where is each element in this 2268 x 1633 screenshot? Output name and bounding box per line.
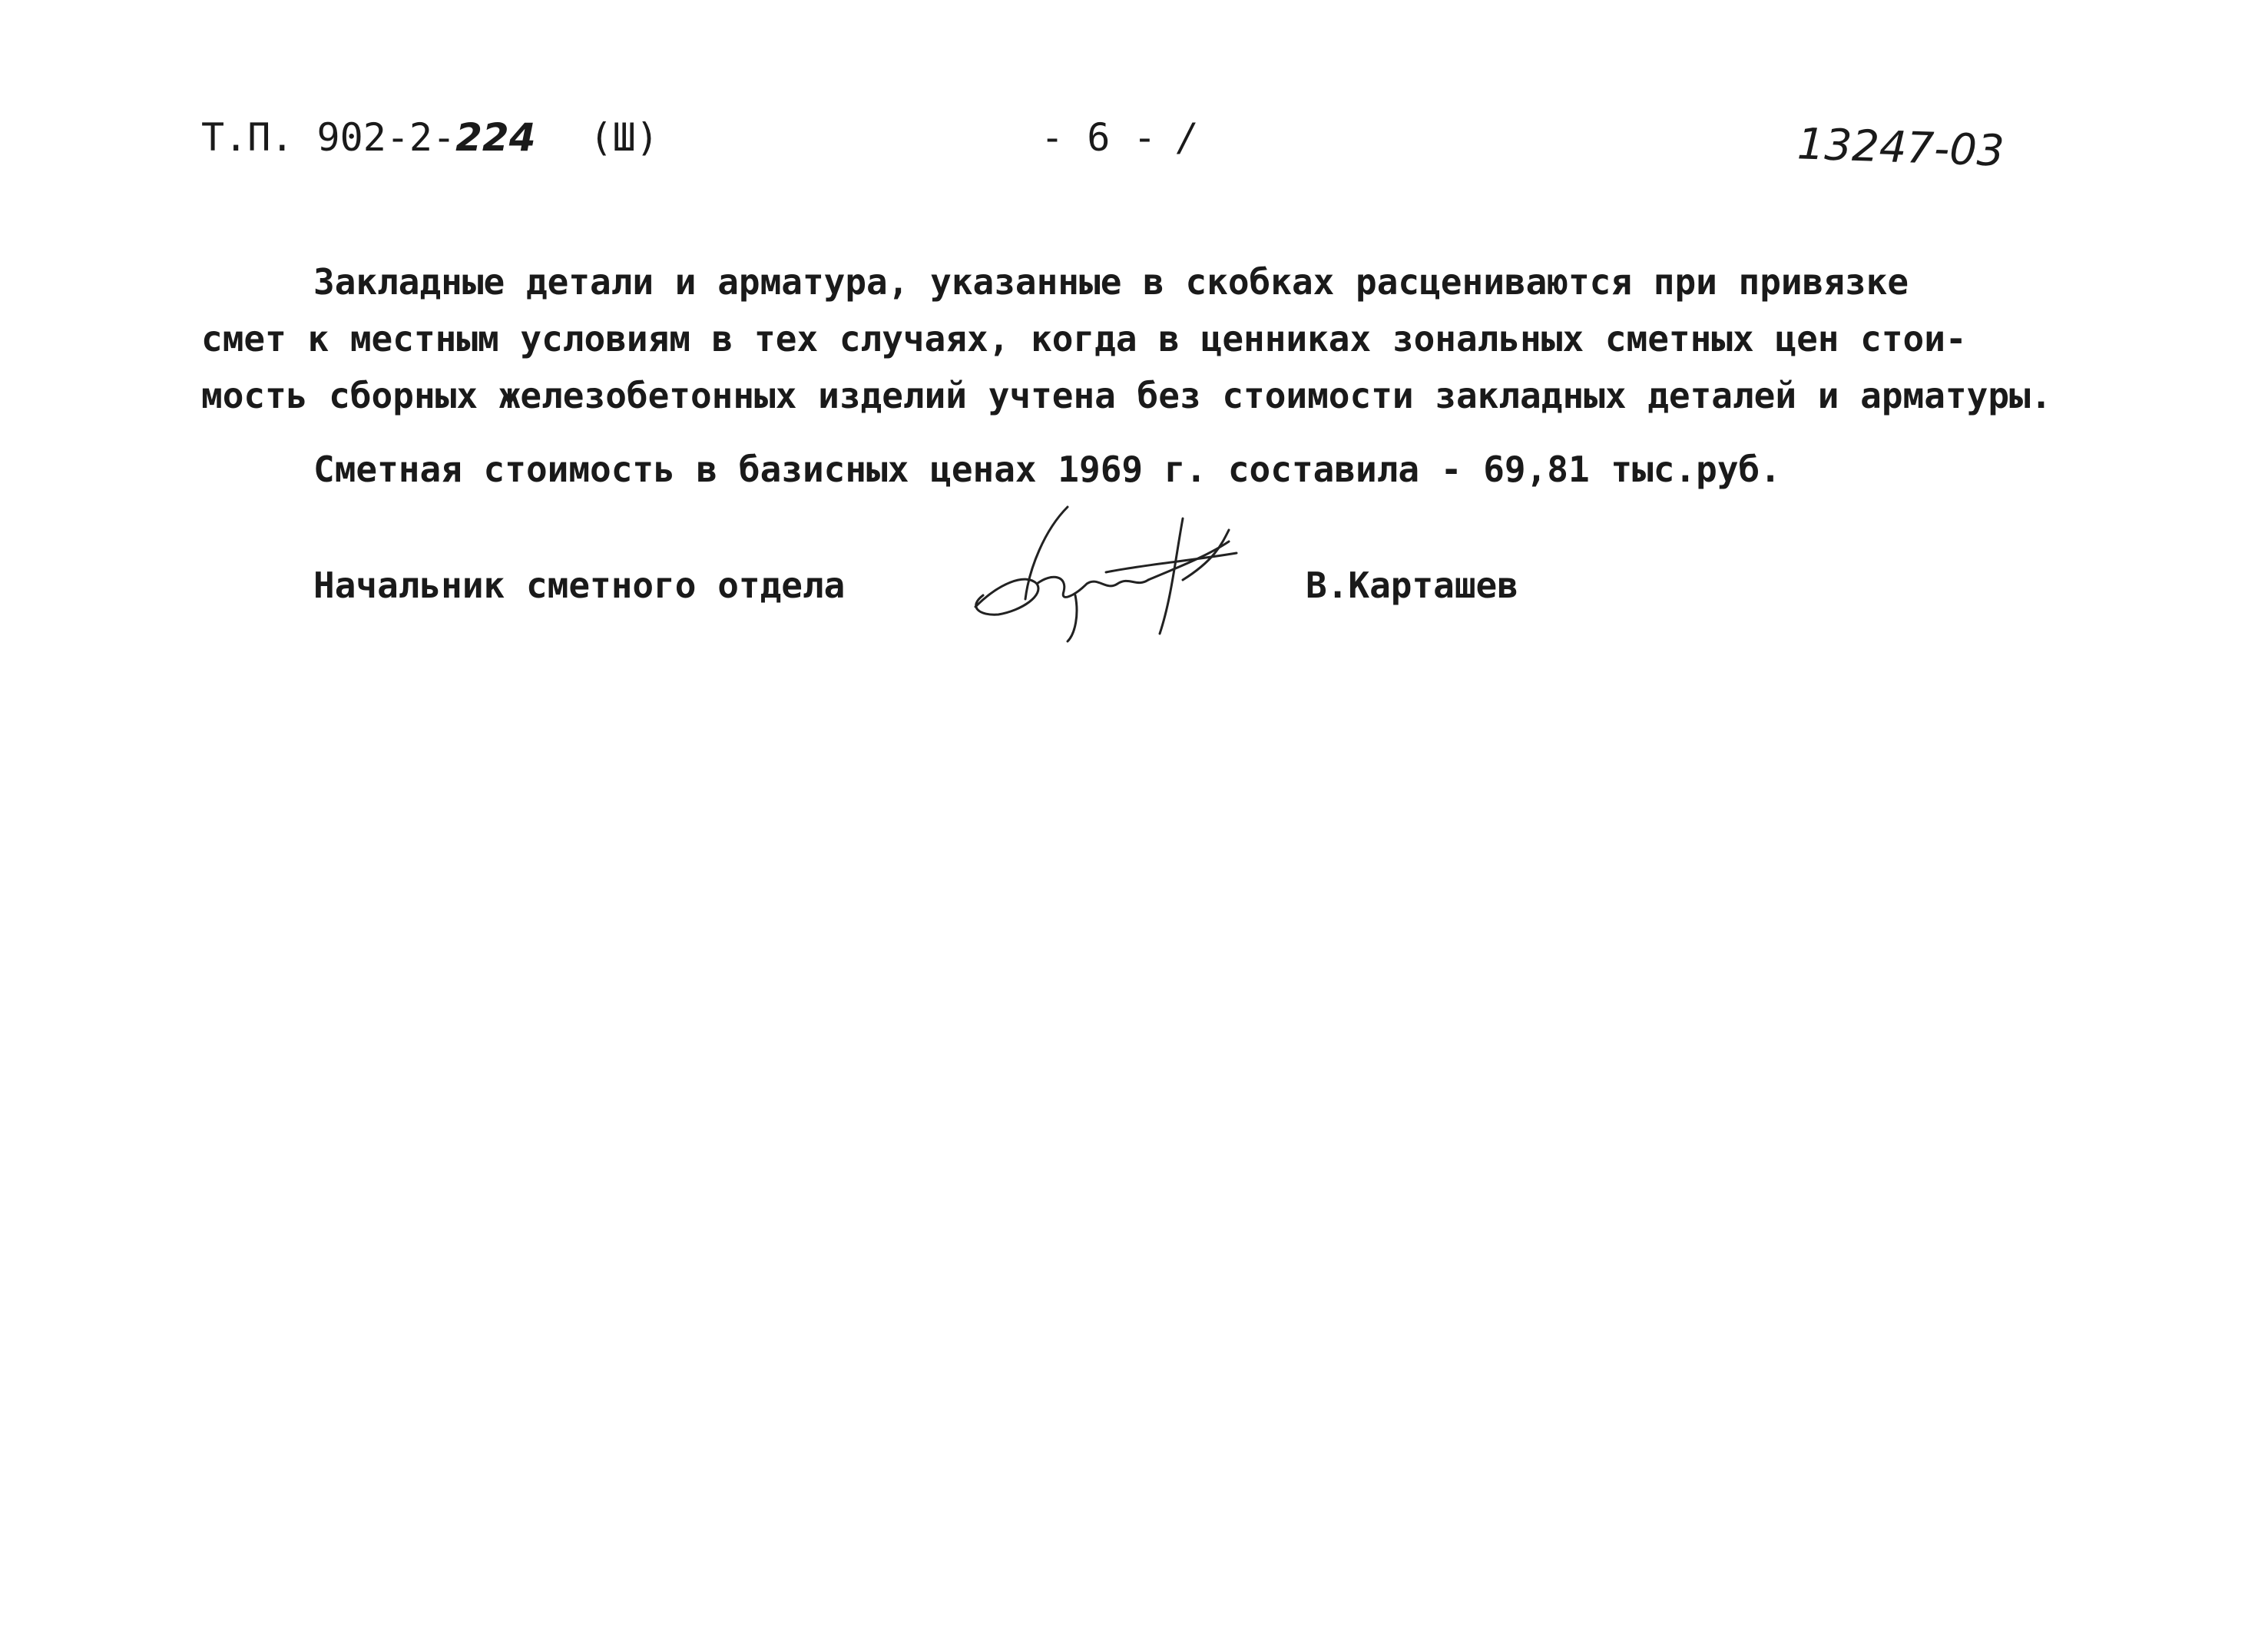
paragraph-line: мость сборных железобетонных изделий учтена без стоимости закладных деталей и арматуры. xyxy=(201,375,2052,416)
paragraph-line: Закладные детали и арматура, указанные в скобках расцениваются при привязке xyxy=(313,261,1909,303)
signer-position: Начальник сметного отдела xyxy=(313,565,846,606)
page-number-text: - 6 - xyxy=(1041,115,1157,160)
doc-part: (Ш) xyxy=(589,115,659,160)
page-mark: / xyxy=(1179,115,1193,160)
doc-prefix: Т.П. 902-2- xyxy=(201,115,456,160)
paragraph-estimated-cost xyxy=(201,441,2106,498)
archive-code: 13247-03 xyxy=(1796,119,2005,177)
doc-number-handwritten: 224 xyxy=(455,115,536,160)
handwritten-signature xyxy=(952,499,1244,653)
paragraph-line: смет к местным условиям в тех случаях, когда в ценниках зональных сметных цен стои- xyxy=(201,318,1967,359)
page-number xyxy=(1041,115,1192,160)
estimated-cost-text: Сметная стоимость в базисных ценах 1969 г. составила - 69,81 тыс.руб. xyxy=(313,449,1781,490)
paragraph-embedded-parts xyxy=(201,253,2106,424)
document-reference xyxy=(201,115,659,160)
signer-name: В.Карташев xyxy=(1306,565,1518,606)
